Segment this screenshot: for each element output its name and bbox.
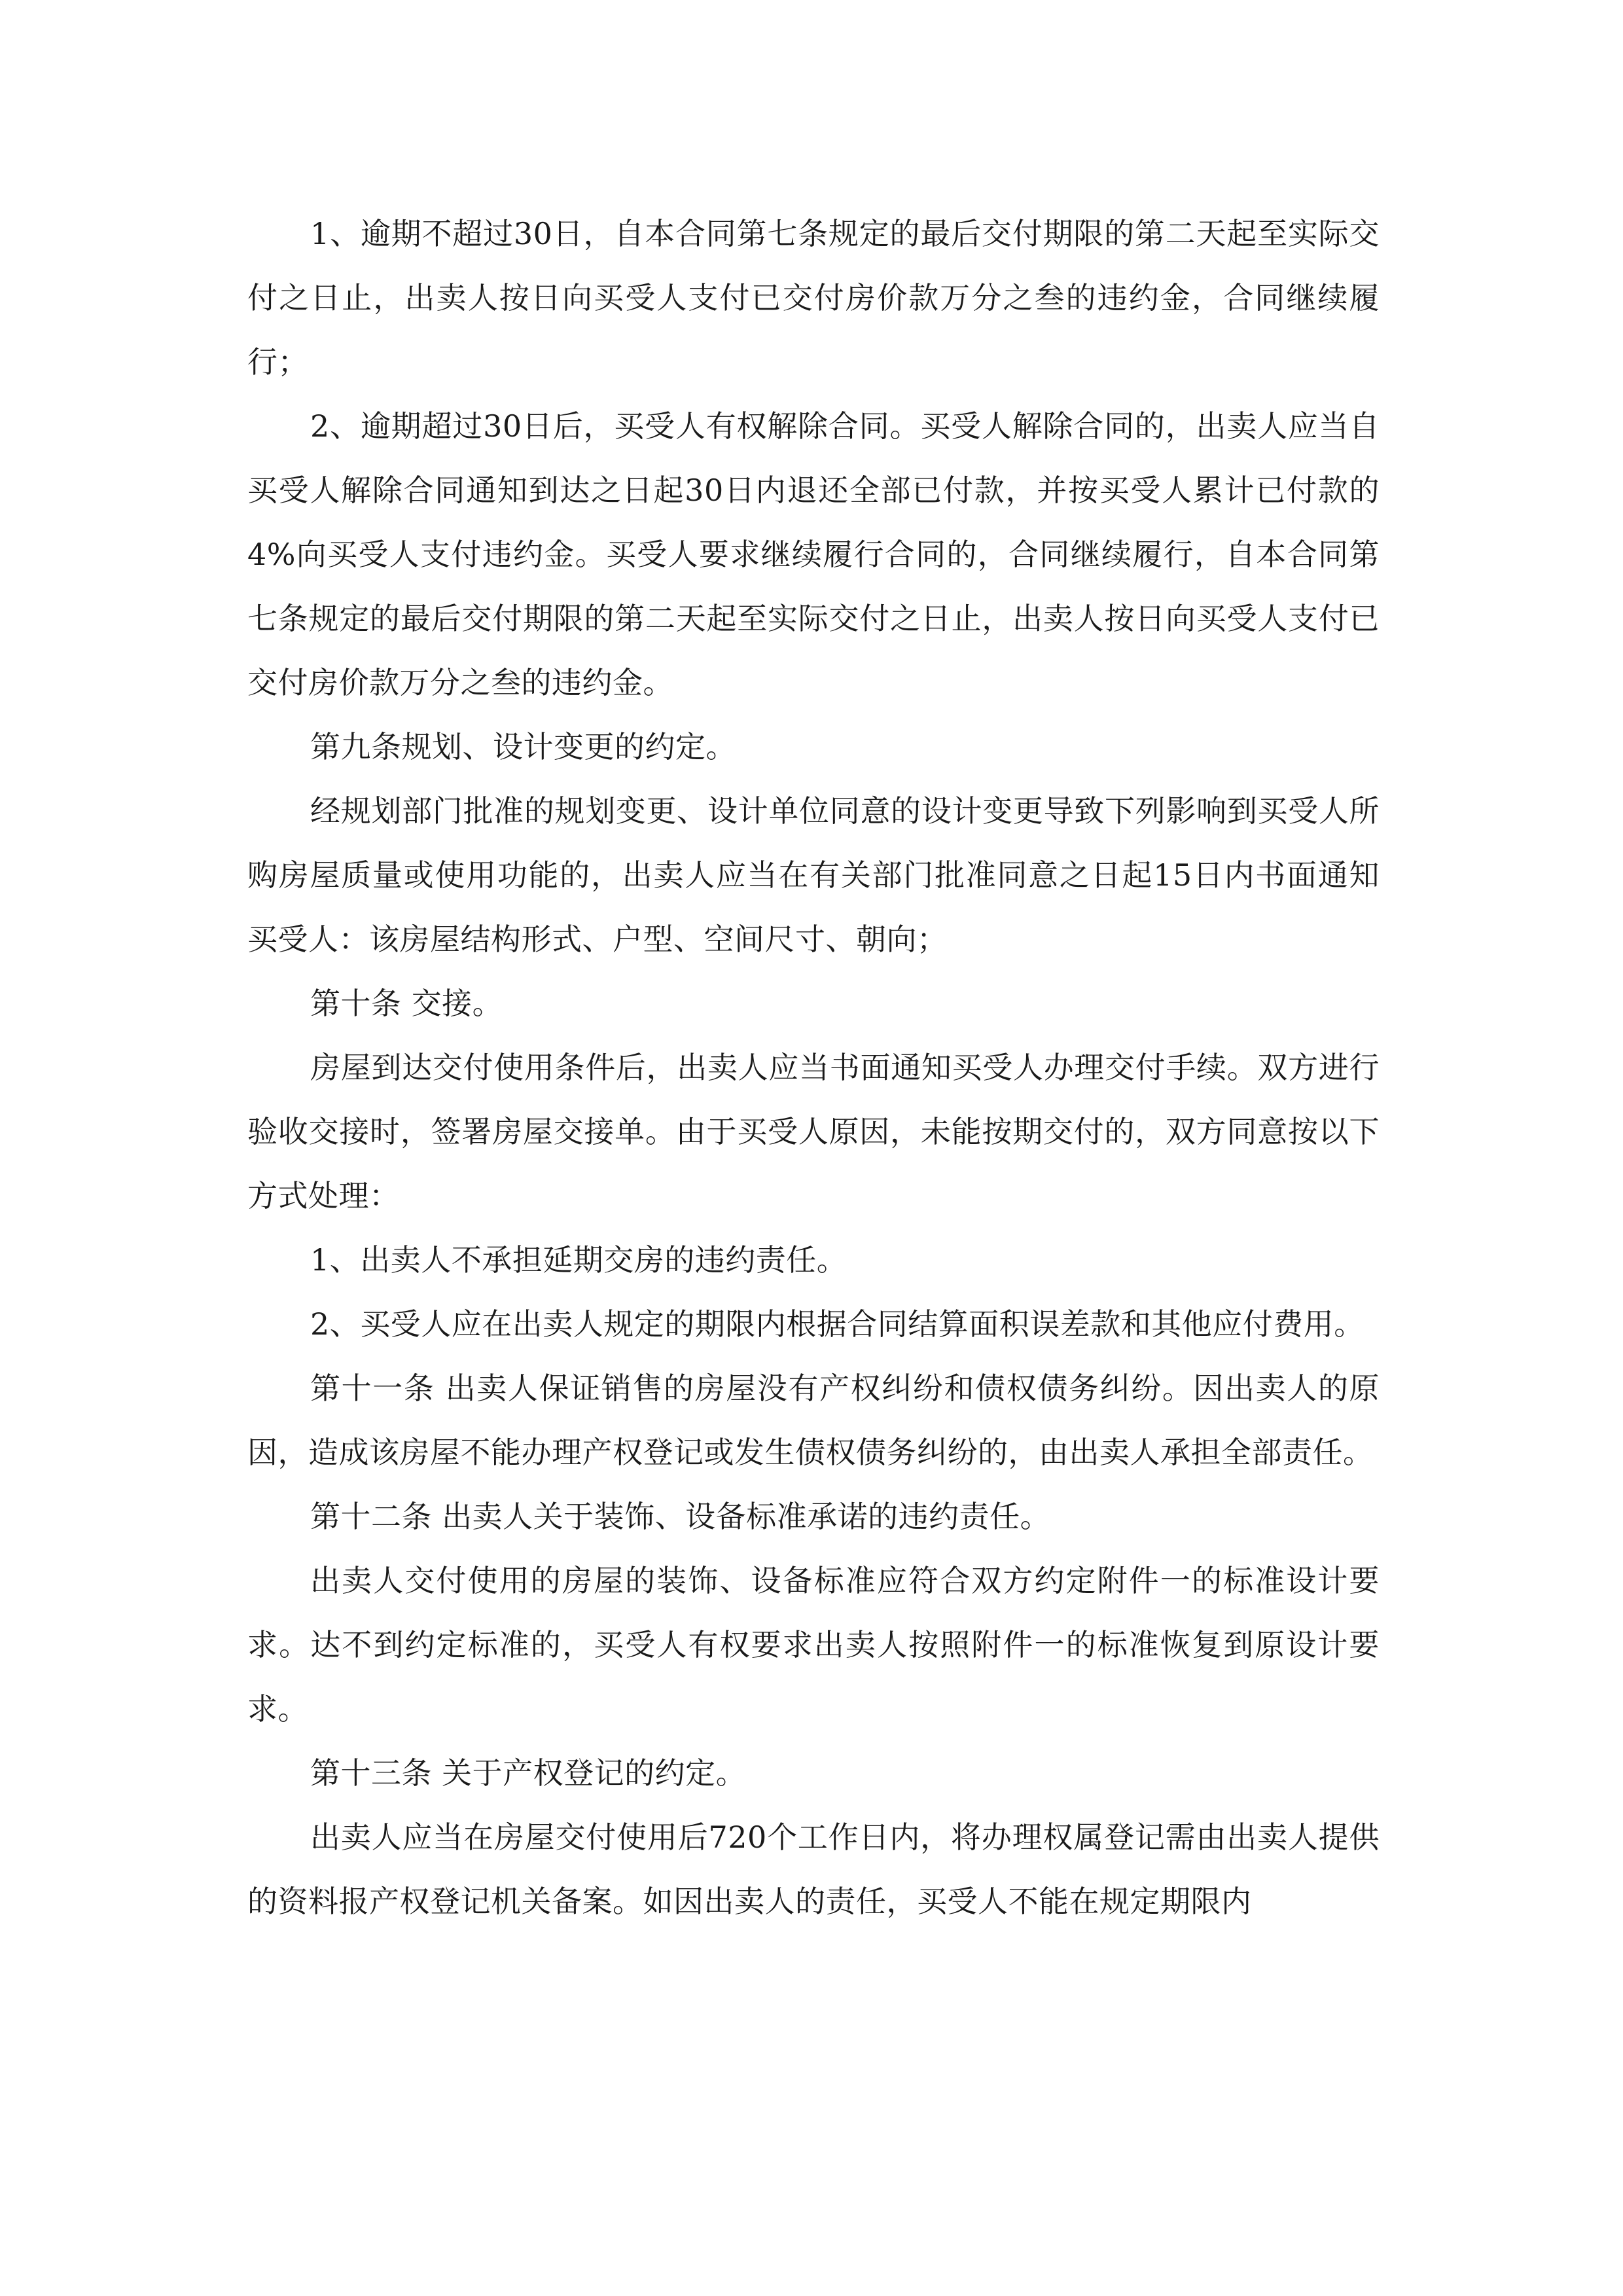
- heading-article-9: 第九条规划、设计变更的约定。: [310, 729, 736, 764]
- heading-article-10: 第十条 交接。: [310, 986, 503, 1021]
- paragraph-article-11: 第十一条 出卖人保证销售的房屋没有产权纠纷和债权债务纠纷。因出卖人的原因，造成该房屋不能办理产权登记或发生债权债务纠纷的，由出卖人承担全部责任。: [247, 1371, 1380, 1470]
- paragraph-handover-item-1: 1、出卖人不承担延期交房的违约责任。: [310, 1242, 847, 1278]
- paragraph-decoration-standard: 出卖人交付使用的房屋的装饰、设备标准应符合双方约定附件一的标准设计要求。达不到约定标准的，买受人有权要求出卖人按照附件一的标准恢复到原设计要求。: [247, 1563, 1380, 1727]
- heading-article-13: 第十三条 关于产权登记的约定。: [310, 1755, 747, 1791]
- paragraph-property-registration: 出卖人应当在房屋交付使用后720个工作日内，将办理权属登记需由出卖人提供的资料报产权登记机关备案。如因出卖人的责任，买受人不能在规定期限内: [247, 1820, 1380, 1919]
- paragraph-handover-item-2: 2、买受人应在出卖人规定的期限内根据合同结算面积误差款和其他应付费用。: [310, 1306, 1364, 1342]
- paragraph-handover: 房屋到达交付使用条件后，出卖人应当书面通知买受人办理交付手续。双方进行验收交接时，签署房屋交接单。由于买受人原因，未能按期交付的，双方同意按以下方式处理：: [247, 1050, 1380, 1213]
- heading-article-12: 第十二条 出卖人关于装饰、设备标准承诺的违约责任。: [310, 1499, 1051, 1534]
- paragraph-overdue-within-30-days: 1、逾期不超过30日，自本合同第七条规定的最后交付期限的第二天起至实际交付之日止，出卖人按日向买受人支付已交付房价款万分之叁的违约金，合同继续履行；: [247, 216, 1380, 380]
- paragraph-overdue-over-30-days: 2、逾期超过30日后，买受人有权解除合同。买受人解除合同的，出卖人应当自买受人解除合同通知到达之日起30日内退还全部已付款，并按买受人累计已付款的4%向买受人支付违约金。买受人要求继续履行合同的，合同继续履行，自本合同第七条规定的最后交付期限的第二天起至实际交付之日止，出卖人按日向买受人支付已交付房价款万分之叁的违约金。: [247, 408, 1380, 700]
- document-body: [247, 202, 1380, 1933]
- paragraph-design-change: 经规划部门批准的规划变更、设计单位同意的设计变更导致下列影响到买受人所购房屋质量或使用功能的，出卖人应当在有关部门批准同意之日起15日内书面通知买受人：该房屋结构形式、户型、空间尺寸、朝向；: [247, 793, 1380, 957]
